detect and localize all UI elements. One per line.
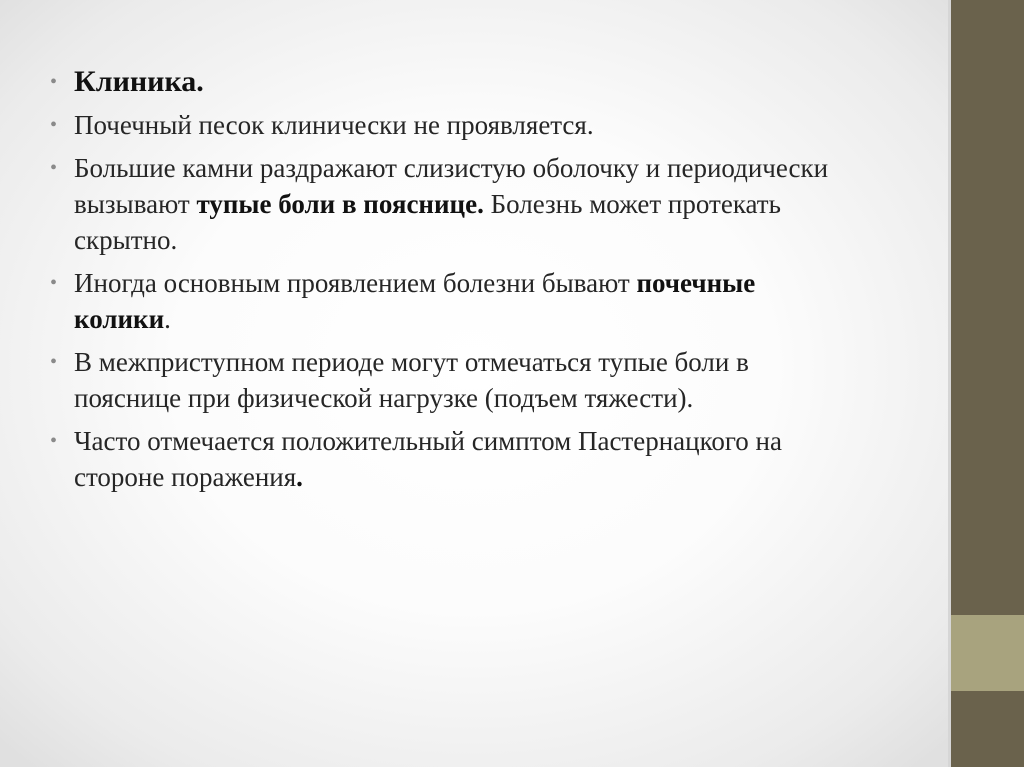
bullet-item bbox=[50, 150, 840, 258]
bullet-emphasis: . bbox=[296, 462, 303, 492]
bullet-text-tail: Болезнь может протекать скрытно. bbox=[74, 189, 781, 255]
bullet-icon: • bbox=[50, 71, 58, 93]
bullet-text: Почечный песок клинически не проявляется. bbox=[74, 110, 594, 140]
bullet-text: Большие камни раздражают слизистую оболочку и периодически вызывают bbox=[74, 153, 829, 219]
bullet-heading bbox=[50, 64, 840, 100]
bullet-text: Иногда основным проявлением болезни бывают bbox=[74, 268, 637, 298]
bullet-icon: • bbox=[50, 272, 58, 294]
side-accent-block bbox=[951, 615, 1024, 691]
bullet-item bbox=[50, 344, 840, 416]
bullet-icon: • bbox=[50, 157, 58, 179]
bullet-item bbox=[50, 265, 840, 337]
bullet-icon: • bbox=[50, 430, 58, 452]
bullet-emphasis: почечные колики bbox=[74, 268, 756, 334]
bullet-item bbox=[50, 107, 840, 143]
bullet-list bbox=[50, 64, 840, 502]
bullet-text: В межприступном периоде могут отмечаться тупые боли в пояснице при физической нагрузке (подъем тяжести). bbox=[74, 347, 749, 413]
bullet-emphasis: тупые боли в пояснице. bbox=[196, 189, 484, 219]
bullet-text-tail: . bbox=[164, 304, 171, 334]
bullet-icon: • bbox=[50, 114, 58, 136]
bullet-icon: • bbox=[50, 351, 58, 373]
bullet-item bbox=[50, 423, 840, 495]
slide-title: Клиника. bbox=[74, 65, 204, 98]
bullet-text: Часто отмечается положительный симптом Пастернацкого на стороне поражения bbox=[74, 426, 782, 492]
